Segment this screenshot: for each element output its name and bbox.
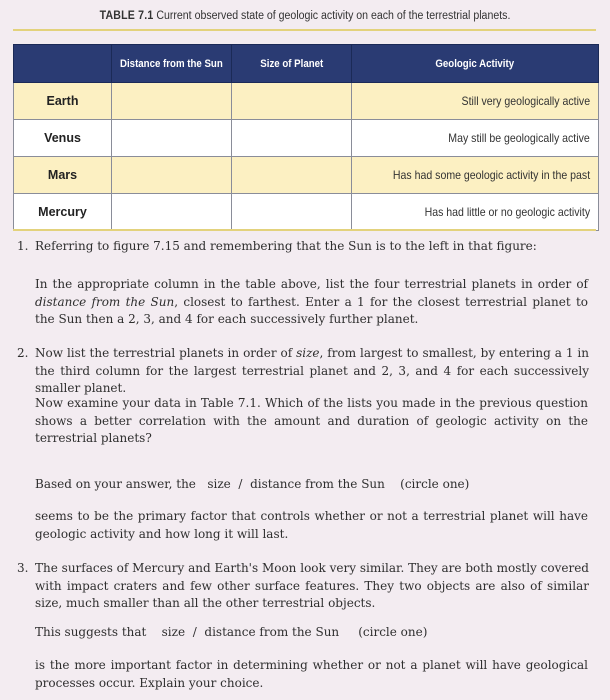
activity-cell: Has had little or no geologic activity xyxy=(352,194,599,231)
size-cell[interactable] xyxy=(232,83,352,120)
header-activity: Geologic Activity xyxy=(352,45,599,83)
table-header-row xyxy=(14,45,599,83)
distance-cell[interactable] xyxy=(112,120,232,157)
distance-cell[interactable] xyxy=(112,83,232,120)
question-number: 2. xyxy=(17,346,29,360)
table-row xyxy=(14,83,599,120)
question-number: 3. xyxy=(17,561,29,575)
top-divider xyxy=(13,29,596,31)
header-distance: Distance from the Sun xyxy=(112,45,232,83)
question-2 xyxy=(17,345,589,398)
question-3-conclusion: is the more important factor in determining whether or not a planet will have geological processes occur. Explain your choice. xyxy=(35,658,588,690)
size-cell[interactable] xyxy=(232,157,352,194)
question-3-body: The surfaces of Mercury and Earth's Moon look very similar. They are both mostly covered with impact craters and few other surface features. They two objects are also of similar size, much smaller than all the other terrestrial objects. xyxy=(35,561,589,610)
header-planet xyxy=(14,45,112,83)
size-cell[interactable] xyxy=(232,120,352,157)
question-2-instructions: Now list the terrestrial planets in order of size, from largest to smallest, by entering a 1 in the third column for the largest terrestrial planet and 2, 3, and 4 for each successively smaller planet. xyxy=(35,346,589,395)
activity-cell: Has had some geologic activity in the past xyxy=(352,157,599,194)
table-row xyxy=(14,194,599,231)
option-size[interactable]: size xyxy=(207,477,231,491)
header-size: Size of Planet xyxy=(232,45,352,83)
planet-name: Earth xyxy=(14,83,112,120)
planet-name: Venus xyxy=(14,120,112,157)
emphasis-size: size xyxy=(296,346,320,360)
size-cell[interactable] xyxy=(232,194,352,231)
emphasis-distance: distance from the Sun xyxy=(35,294,175,309)
question-2-conclusion: seems to be the primary factor that controls whether or not a terrestrial planet will have geologic activity and how long it will last. xyxy=(35,509,588,541)
question-1-intro: Referring to figure 7.15 and remembering that the Sun is to the left in that figure: xyxy=(35,239,537,253)
table-caption-label: TABLE 7.1 xyxy=(99,10,154,22)
bottom-divider xyxy=(13,229,596,231)
planet-name: Mercury xyxy=(14,194,112,231)
question-2-circle-line: Based on your answer, the size / distance from the Sun (circle one) xyxy=(35,477,470,491)
question-3 xyxy=(17,560,589,613)
activity-cell: May still be geologically active xyxy=(352,120,599,157)
activity-cell: Still very geologically active xyxy=(352,83,599,120)
table-caption xyxy=(24,10,585,22)
distance-cell[interactable] xyxy=(112,194,232,231)
option-size[interactable]: size xyxy=(161,625,186,639)
question-number: 1. xyxy=(17,239,29,253)
distance-cell[interactable] xyxy=(112,157,232,194)
question-1-instructions: In the appropriate column in the table above, list the four terrestrial planets in order of distance from the Sun, closest to farthest. Enter a 1 for the closest terrestrial planet to the Sun then a 2, 3, and 4 for each successively further planet. xyxy=(35,277,588,326)
planet-name: Mars xyxy=(14,157,112,194)
table-row xyxy=(14,120,599,157)
geologic-activity-table xyxy=(13,44,599,231)
option-distance[interactable]: distance from the Sun xyxy=(250,477,385,491)
table-caption-text: Current observed state of geologic activity on each of the terrestrial planets. xyxy=(156,10,511,22)
question-1 xyxy=(17,238,589,256)
table-row xyxy=(14,157,599,194)
question-3-circle-line: This suggests that size / distance from the Sun (circle one) xyxy=(35,625,428,639)
option-distance[interactable]: distance from the Sun xyxy=(204,625,340,639)
question-2-examine: Now examine your data in Table 7.1. Which of the lists you made in the previous question shows a better correlation with the amount and duration of geologic activity on the terrestrial planets? xyxy=(35,396,588,445)
